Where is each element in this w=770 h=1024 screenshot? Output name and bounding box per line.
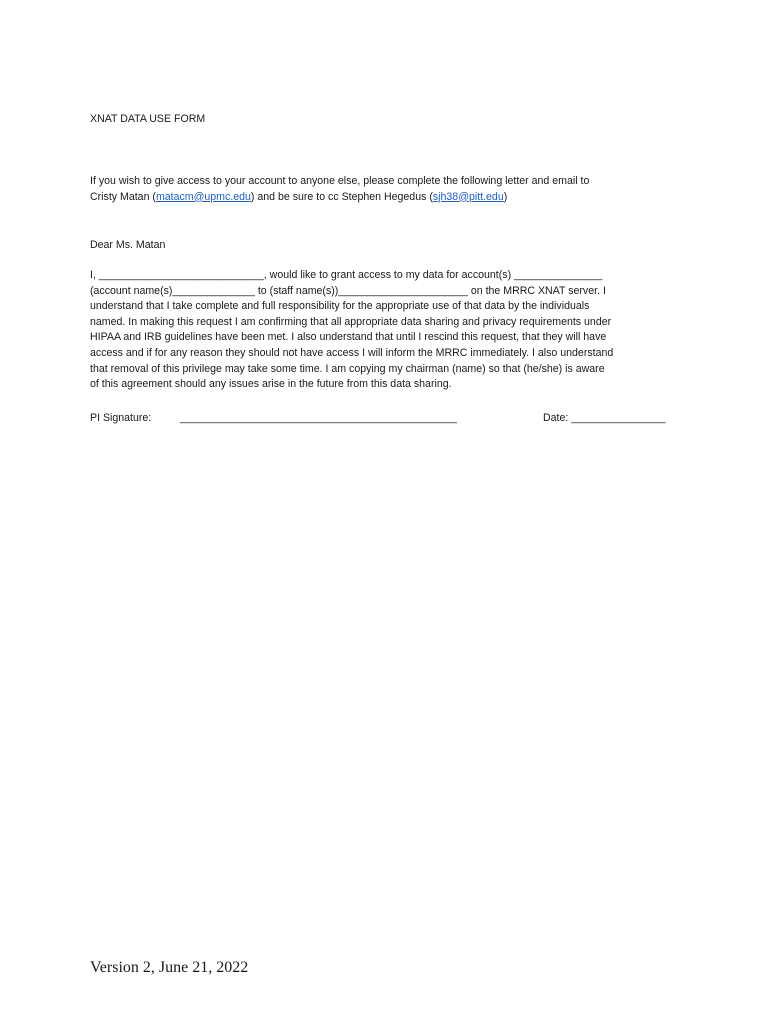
body-line: understand that I take complete and full responsibility for the appropriate use of that data by the individuals [90, 300, 590, 313]
signature-label: PI Signature: [90, 412, 152, 424]
email-link-matan[interactable]: matacm@upmc.edu [155, 190, 251, 203]
body-line: of this agreement should any issues arise in the future from this data sharing. [90, 378, 452, 391]
intro-line-2-prefix: Cristy Matan ( [90, 190, 156, 203]
body-line: access and if for any reason they should not have access I will inform the MRRC immediately. I also understand [90, 346, 614, 359]
salutation: Dear Ms. Matan [90, 239, 166, 251]
date-field: Date: ________________ [543, 412, 666, 424]
body-line: (account name(s)______________ to (staff name(s))______________________ on the MRRC XNAT server. I [90, 284, 606, 297]
form-title: XNAT DATA USE FORM [90, 113, 206, 125]
intro-paragraph [90, 174, 589, 205]
intro-line-2-suffix: ) [503, 190, 508, 203]
body-line: named. In making this request I am confirming that all appropriate data sharing and privacy requirements under [90, 315, 612, 328]
body-line: HIPAA and IRB guidelines have been met. I also understand that until I rescind this request, that they will have [90, 331, 607, 344]
intro-line-1: If you wish to give access to your account to anyone else, please complete the following letter and email to [90, 175, 590, 187]
email-link-hegedus[interactable]: sjh38@pitt.edu [432, 190, 504, 203]
signature-line: _______________________________________________ [180, 412, 457, 424]
version-footer: Version 2, June 21, 2022 [90, 959, 249, 976]
body-line: that removal of this privilege may take some time. I am copying my chairman (name) so that (he/she) is aware [90, 362, 605, 375]
letter-body [90, 268, 613, 393]
body-line: I, ____________________________, would like to grant access to my data for account(s) _______________ [90, 269, 603, 281]
intro-line-2-middle: ) and be sure to cc Stephen Hegedus ( [250, 190, 433, 203]
